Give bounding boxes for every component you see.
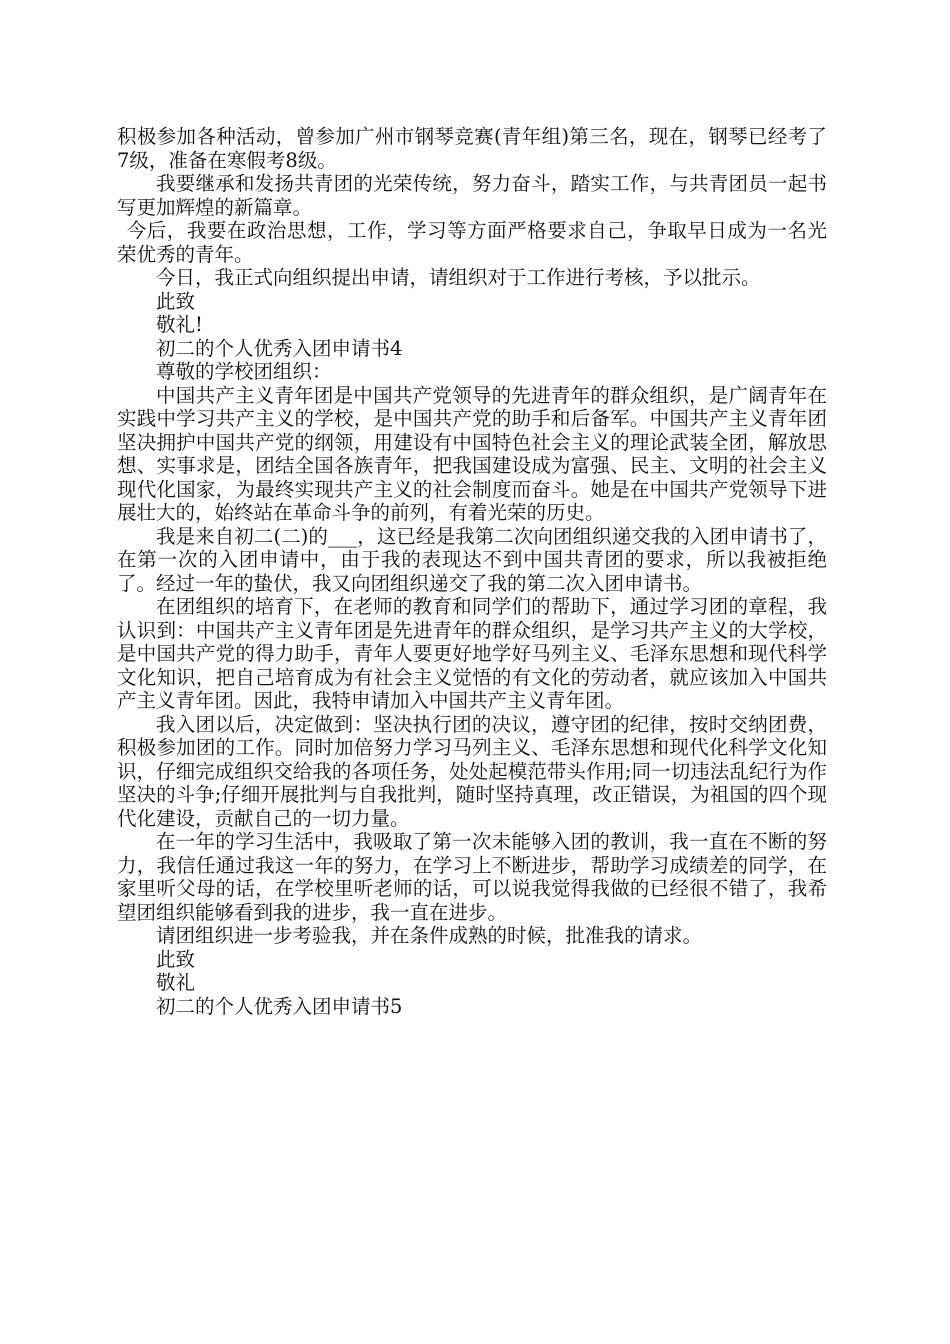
paragraph-piano-activities: 积极参加各种活动，曾参加广州市钢琴竞赛(青年组)第三名，现在，钢琴已经考了7级，准备在寒假考8级。 bbox=[117, 125, 827, 172]
section-heading-4: 初二的个人优秀入团申请书4 bbox=[156, 336, 403, 360]
closing-regards-2: 敬礼 bbox=[156, 971, 196, 994]
paragraph-inherit-tradition: 我要继承和发扬共青团的光荣传统，努力奋斗，踏实工作，与共青团员一起书写更加辉煌的新篇章。 bbox=[117, 172, 827, 219]
closing-salutation: 此致 bbox=[156, 289, 196, 313]
paragraph-youth-league-intro: 中国共产主义青年团是中国共产党领导的先进青年的群众组织，是广阔青年在实践中学习共产主义的学校，是中国共产党的助手和后备军。中国共产主义青年团坚决拥护中国共产党的纲领，用建设有中国特色社会主义的理论武装全团，解放思想、实事求是，团结全国各族青年，把我国建设成为富强、民主、文明的社会主义现代化国家，为最终实现共产主义的社会制度而奋斗。她是在中国共产党领导下进展壮大的，始终站在革命斗争的前列，有着光荣的历史。 bbox=[117, 383, 827, 524]
closing-salutation-2: 此致 bbox=[156, 947, 196, 971]
paragraph-commitments: 我入团以后，决定做到：坚决执行团的决议，遵守团的纪律，按时交纳团费，积极参加团的工作。同时加倍努力学习马列主义、毛泽东思想和现代化科学文化知识，仔细完成组织交给我的各项任务，处处起模范带头作用;同一切违法乱纪行为作坚决的斗争;仔细开展批判与自我批判，随时坚持真理，改正错误，为祖国的四个现代化建设，贡献自己的一切力量。 bbox=[117, 712, 827, 830]
paragraph-request: 请团组织进一步考验我，并在条件成熟的时候，批准我的请求。 bbox=[156, 924, 703, 947]
paragraph-progress: 在一年的学习生活中，我吸取了第一次未能够入团的教训，我一直在不断的努力，我信任通过我这一年的努力，在学习上不断进步，帮助学习成绩差的同学，在家里听父母的话，在学校里听老师的话，可以说我觉得我做的已经很不错了，我希望团组织能够看到我的进步，我一直在进步。 bbox=[117, 830, 827, 924]
section-heading-5: 初二的个人优秀入团申请书5 bbox=[156, 994, 403, 1018]
paragraph-second-application: 我是来自初二(二)的___，这已经是我第二次向团组织递交我的入团申请书了，在第一次的入团申请中，由于我的表现达不到中国共青团的要求，所以我被拒绝了。经过一年的蛰伏，我又向团组织递交了我的第二次入团申请书。 bbox=[117, 524, 827, 595]
paragraph-understanding: 在团组织的培育下，在老师的教育和同学们的帮助下，通过学习团的章程，我认识到：中国共产主义青年团是先进青年的群众组织，是学习共产主义的大学校，是中国共产党的得力助手，青年人要更好地学好马列主义、毛泽东思想和现代科学文化知识，把自己培育成为有社会主义觉悟的有文化的劳动者，就应该加入中国共产主义青年团。因此，我特申请加入中国共产主义青年团。 bbox=[117, 595, 827, 712]
paragraph-future-goals: 今后，我要在政治思想，工作，学习等方面严格要求自己，争取早日成为一名光荣优秀的青年。 bbox=[117, 219, 827, 266]
paragraph-formal-application: 今日，我正式向组织提出申请，请组织对于工作进行考核，予以批示。 bbox=[156, 266, 761, 289]
closing-regards: 敬礼! bbox=[156, 313, 203, 336]
letter-greeting: 尊敬的学校团组织： bbox=[156, 360, 332, 383]
document-page bbox=[117, 125, 827, 1018]
